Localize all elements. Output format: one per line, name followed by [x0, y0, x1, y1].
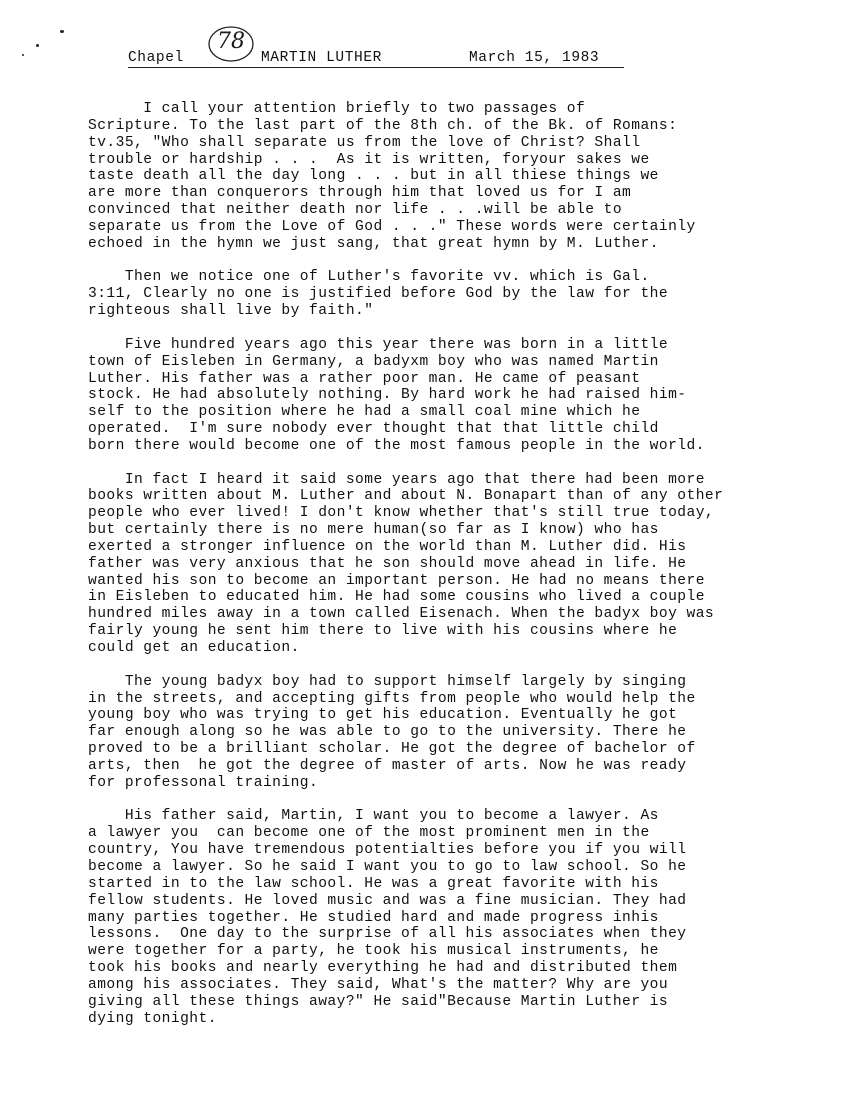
paragraph — [88, 337, 788, 455]
header-chapel: Chapel — [128, 50, 184, 66]
document-body — [88, 101, 788, 1044]
text-line: stock. He had absolutely nothing. By hard work he had raised him- — [88, 387, 687, 404]
text-line: become a lawyer. So he said I want you to go to law school. So he — [88, 858, 687, 875]
text-line: dying tonight. — [88, 1010, 217, 1027]
text-line: but certainly there is no mere human(so far as I know) who has — [88, 522, 659, 539]
paragraph — [88, 674, 788, 792]
header-date: March 15, 1983 — [469, 50, 600, 66]
text-line: people who ever lived! I don't know whether that's still true today, — [88, 505, 715, 522]
text-line: Luther. His father was a rather poor man. He came of peasant — [88, 370, 641, 387]
text-line: separate us from the Love of God . . ." These words were certainly — [88, 218, 696, 235]
handwritten-circled-number — [206, 24, 256, 64]
paragraph — [88, 472, 788, 657]
text-line: In fact I heard it said some years ago that there had been more — [88, 471, 705, 488]
text-line: wanted his son to become an important person. He had no means there — [88, 572, 705, 589]
text-line: righteous shall live by faith." — [88, 303, 374, 320]
text-line: are more than conquerors through him that loved us for I am — [88, 185, 632, 202]
text-line: started in to the law school. He was a great favorite with his — [88, 875, 659, 892]
text-line: arts, then he got the degree of master of arts. Now he was ready — [88, 757, 687, 774]
text-line: for professonal training. — [88, 774, 319, 791]
text-line: 3:11, Clearly no one is justified before God by the law for the — [88, 286, 669, 303]
text-line: among his associates. They said, What's the matter? Why are you — [88, 976, 669, 993]
text-line: tv.35, "Who shall separate us from the love of Christ? Shall — [88, 134, 641, 151]
text-line: many parties together. He studied hard and made progress inhis — [88, 909, 659, 926]
page-header — [128, 48, 624, 68]
text-line: Then we notice one of Luther's favorite vv. which is Gal. — [88, 269, 650, 286]
text-line: in the streets, and accepting gifts from people who would help the — [88, 690, 696, 707]
text-line: far enough along so he was able to go to the university. There he — [88, 724, 687, 741]
text-line: hundred miles away in a town called Eisenach. When the badyx boy was — [88, 606, 715, 623]
text-line: young boy who was trying to get his education. Eventually he got — [88, 707, 678, 724]
text-line: could get an education. — [88, 640, 300, 656]
text-line: lessons. One day to the surprise of all his associates when they — [88, 926, 687, 943]
header-title: MARTIN LUTHER — [261, 50, 382, 66]
text-line: giving all these things away?" He said"Because Martin Luther is — [88, 993, 669, 1010]
text-line: in Eisleben to educated him. He had some cousins who lived a couple — [88, 589, 705, 606]
text-line: country, You have tremendous potentialties before you if you will — [88, 842, 687, 859]
text-line: His father said, Martin, I want you to become a lawyer. As — [88, 808, 659, 825]
text-line: convinced that neither death nor life . . .will be able to — [88, 202, 623, 219]
text-line: Five hundred years ago this year there was born in a little — [88, 336, 669, 353]
paragraph — [88, 269, 788, 320]
text-line: exerted a stronger influence on the world than M. Luther did. His — [88, 538, 687, 555]
text-line: father was very anxious that he son should move ahead in life. He — [88, 555, 687, 572]
paragraph — [88, 808, 788, 1027]
text-line: took his books and nearly everything he had and distributed them — [88, 960, 678, 977]
text-line: I call your attention briefly to two passages of — [88, 101, 586, 117]
text-line: operated. I'm sure nobody ever thought that that little child — [88, 421, 659, 438]
text-line: echoed in the hymn we just sang, that great hymn by M. Luther. — [88, 235, 659, 252]
paragraph — [88, 101, 788, 253]
text-line: books written about M. Luther and about N. Bonapart than of any other — [88, 488, 724, 505]
text-line: fellow students. He loved music and was a fine musician. They had — [88, 892, 687, 909]
handwritten-number: 78 — [217, 29, 245, 54]
text-line: trouble or hardship . . . As it is written, foryour sakes we — [88, 151, 650, 168]
text-line: taste death all the day long . . . but in all thiese things we — [88, 168, 659, 185]
text-line: were together for a party, he took his musical instruments, he — [88, 943, 659, 960]
text-line: born there would become one of the most famous people in the world. — [88, 437, 705, 454]
text-line: Scripture. To the last part of the 8th ch. of the Bk. of Romans: — [88, 117, 678, 134]
text-line: a lawyer you can become one of the most prominent men in the — [88, 825, 650, 842]
text-line: The young badyx boy had to support himself largely by singing — [88, 673, 687, 690]
text-line: self to the position where he had a small coal mine which he — [88, 404, 641, 421]
text-line: town of Eisleben in Germany, a badyxm boy who was named Martin — [88, 353, 659, 370]
text-line: proved to be a brilliant scholar. He got the degree of bachelor of — [88, 741, 696, 758]
text-line: fairly young he sent him there to live with his cousins where he — [88, 623, 678, 640]
